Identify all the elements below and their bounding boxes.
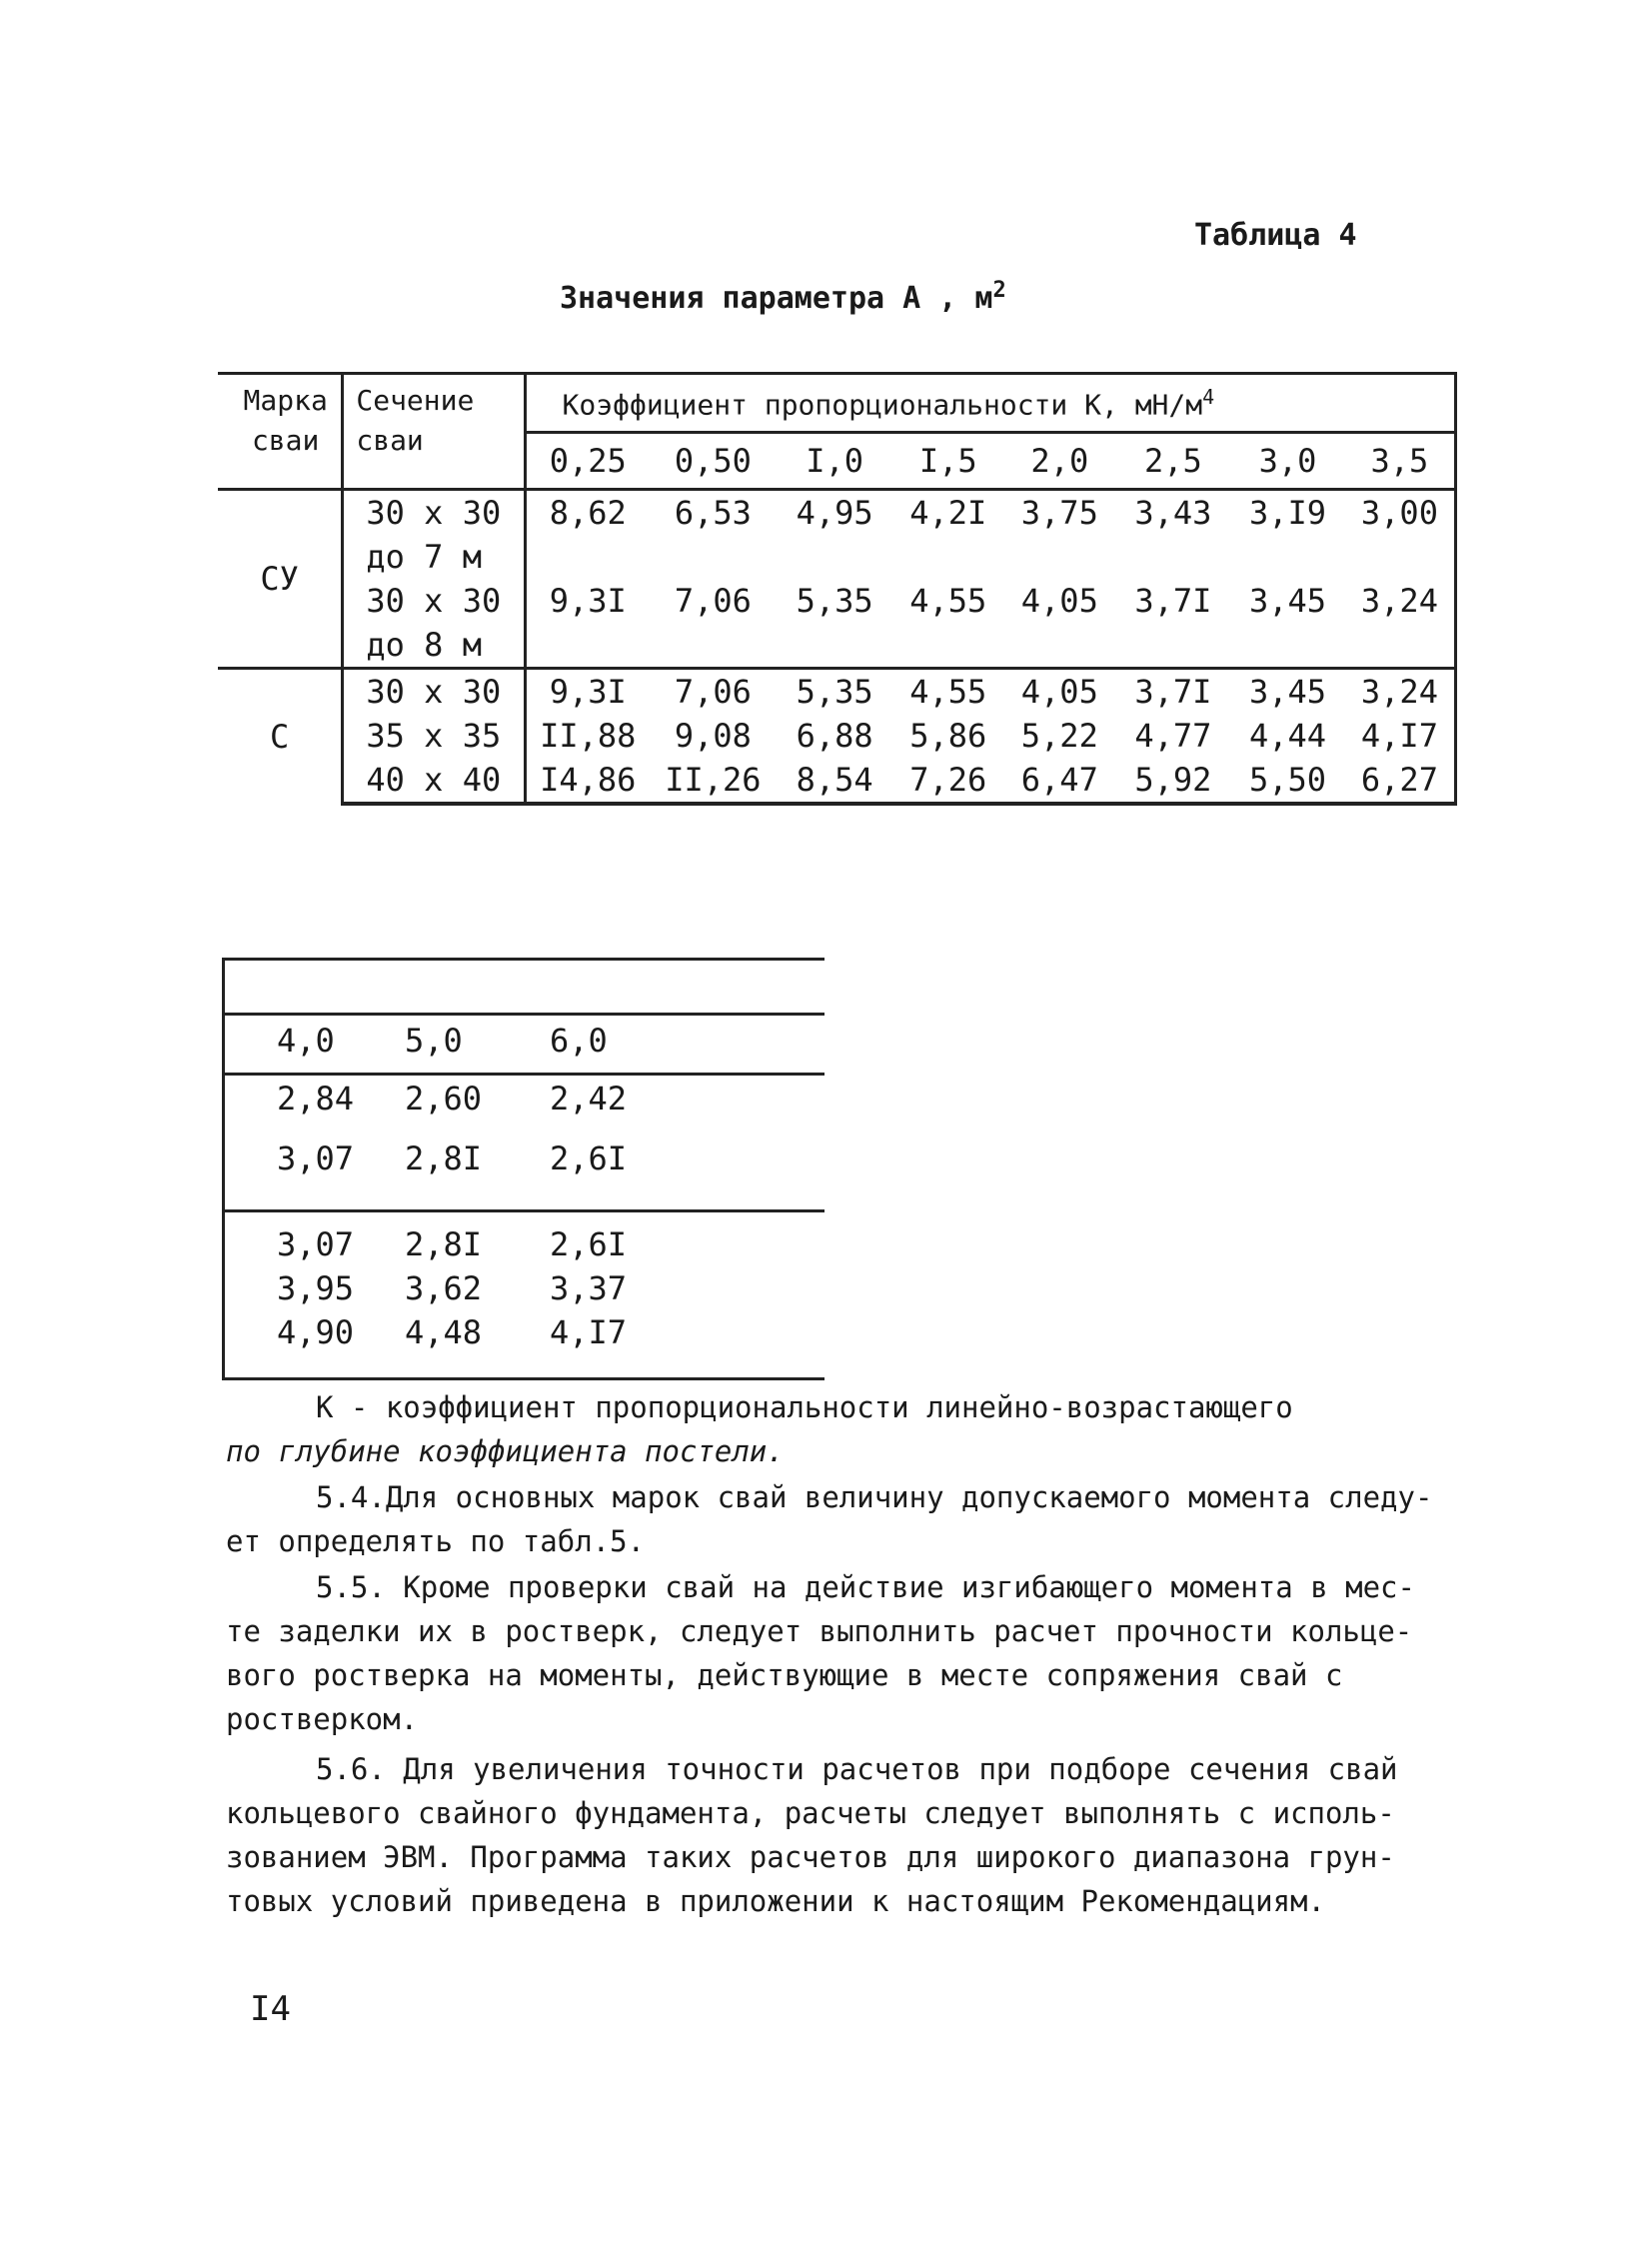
- value-cell: 4,44: [1249, 717, 1327, 755]
- caption-sup: 2: [992, 278, 1006, 303]
- value-cell: 4,I7: [1345, 714, 1456, 758]
- text-line: 5.6. Для увеличения точности расчетов при подборе сечения свай: [316, 1752, 1398, 1786]
- value-cell: II,88: [525, 714, 650, 758]
- header-coef-sup: 4: [1202, 384, 1215, 409]
- value-cell: 8,62: [525, 490, 650, 536]
- page-number: I4: [250, 1989, 291, 2029]
- text-line: ростверком.: [226, 1702, 419, 1736]
- value-cell: 2,60: [405, 1080, 483, 1118]
- value-cell: II,26: [650, 758, 777, 804]
- text-line: товых условий приведена в приложении к настоящим Рекомендациям.: [226, 1884, 1325, 1918]
- value-cell: 5,35: [777, 669, 893, 715]
- value-cell: 5,22: [1020, 717, 1098, 755]
- value-cell: 4,90: [277, 1313, 355, 1351]
- section-cell: до 7 м: [343, 535, 525, 579]
- value-cell: 4,55: [892, 669, 1003, 715]
- value-cell: 2,6I: [550, 1225, 628, 1263]
- value-cell: 6,47: [1003, 758, 1116, 804]
- table-row: [218, 535, 1456, 579]
- value-cell: 3,45: [1230, 669, 1345, 715]
- header-k-value: 2,0: [1003, 433, 1116, 490]
- table-row: [218, 490, 1456, 536]
- value-cell: 5,50: [1230, 758, 1345, 804]
- value-cell: 4,77: [1134, 717, 1212, 755]
- value-cell: 2,8I: [405, 1225, 483, 1263]
- table-number: Таблица 4: [1194, 218, 1357, 253]
- table-row: [218, 623, 1456, 669]
- table-row: [218, 579, 1456, 623]
- value-cell: 3,07: [277, 1225, 355, 1263]
- value-cell: 5,86: [909, 717, 987, 755]
- value-cell: 7,06: [674, 582, 752, 620]
- header-brand: Марка сваи: [218, 374, 343, 490]
- section-cell: 40 x 40: [343, 758, 525, 804]
- value-cell: 4,05: [1020, 582, 1098, 620]
- header-coef-text: Коэффициент пропорциональности K, мН/м: [562, 388, 1203, 422]
- value-cell: 2,6I: [550, 1139, 628, 1177]
- header-k-value: I,5: [892, 433, 1003, 490]
- value-cell: 3,I9: [1230, 490, 1345, 536]
- text-line: по глубине коэффициента постели.: [226, 1434, 785, 1468]
- brand-cell: С: [218, 669, 343, 805]
- paragraph-5-5: [226, 1565, 1465, 1741]
- divider: [225, 1209, 825, 1212]
- section-cell: 35 x 35: [343, 714, 525, 758]
- section-cell: 30 x 30: [343, 669, 525, 715]
- value-cell: 4,I7: [550, 1313, 628, 1351]
- table-caption: [560, 278, 1006, 316]
- value-cell: 7,06: [650, 669, 777, 715]
- paragraph-5-6: [226, 1747, 1465, 1923]
- value-cell: 3,00: [1345, 490, 1456, 536]
- text-line: ет определять по табл.5.: [226, 1524, 646, 1558]
- header-k-value: 0,50: [650, 433, 777, 490]
- value-cell: 4,2I: [892, 490, 1003, 536]
- continuation-table: [222, 958, 825, 1380]
- text-line: 5.4.Для основных марок свай величину допускаемого момента следу-: [316, 1480, 1433, 1514]
- value-cell: 3,95: [277, 1269, 355, 1307]
- section-cell: до 8 м: [343, 623, 525, 669]
- value-cell: 3,7I: [1134, 582, 1212, 620]
- header-coef: [525, 374, 1455, 433]
- parameter-table: [218, 372, 1457, 806]
- header-k-value: 3,0: [1230, 433, 1345, 490]
- value-cell: 3,75: [1003, 490, 1116, 536]
- table-row: [218, 714, 1456, 758]
- value-cell: 3,7I: [1116, 669, 1231, 715]
- header-k-value: 0,25: [525, 433, 650, 490]
- header-k-value: I,0: [777, 433, 893, 490]
- value-cell: 6,27: [1345, 758, 1456, 804]
- value-cell: 4,95: [777, 490, 893, 536]
- brand-cell: СУ: [218, 490, 343, 669]
- header-k-value: 3,5: [1345, 433, 1456, 490]
- value-cell: 2,8I: [405, 1139, 483, 1177]
- paragraph-5-4: [226, 1475, 1465, 1563]
- text-line: вого ростверка на моменты, действующие в месте сопряжения свай с: [226, 1658, 1343, 1692]
- text-line: K - коэффициент пропорциональности линейно-возрастающего: [316, 1390, 1293, 1424]
- value-cell: 6,53: [650, 490, 777, 536]
- value-cell: 9,3I: [525, 669, 650, 715]
- value-cell: I4,86: [525, 758, 650, 804]
- divider: [225, 1013, 825, 1016]
- table-row: [218, 669, 1456, 715]
- text-line: кольцевого свайного фундамента, расчеты следует выполнять с исполь-: [226, 1796, 1395, 1830]
- value-cell: 4,55: [909, 582, 987, 620]
- value-cell: 5,92: [1116, 758, 1231, 804]
- text-line: те заделки их в ростверк, следует выполнить расчет прочности кольце-: [226, 1614, 1413, 1648]
- section-cell: 30 x 30: [343, 579, 525, 623]
- text-line: 5.5. Кроме проверки свай на действие изгибающего момента в мес-: [316, 1570, 1415, 1604]
- value-cell: 9,3I: [525, 579, 650, 623]
- value-cell: 4,05: [1003, 669, 1116, 715]
- value-cell: 2,42: [550, 1080, 628, 1118]
- value-cell: 3,45: [1249, 582, 1327, 620]
- section-cell: 30 x 30: [343, 490, 525, 536]
- table-row: [218, 758, 1456, 804]
- text-line: зованием ЭВМ. Программа таких расчетов для широкого диапазона грун-: [226, 1840, 1395, 1874]
- divider: [225, 958, 825, 961]
- value-cell: 3,07: [277, 1139, 355, 1177]
- value-cell: 6,88: [796, 717, 873, 755]
- value-cell: 3,24: [1345, 669, 1456, 715]
- value-cell: 4,48: [405, 1313, 483, 1351]
- value-cell: 5,35: [796, 582, 873, 620]
- header-k-value: 2,5: [1116, 433, 1231, 490]
- divider: [225, 1073, 825, 1076]
- value-cell: 3,62: [405, 1269, 483, 1307]
- value-cell: 9,08: [674, 717, 752, 755]
- value-cell: 3,37: [550, 1269, 628, 1307]
- value-cell: 2,84: [277, 1080, 355, 1118]
- header-k-value: 4,0: [277, 1022, 335, 1060]
- header-k-value: 6,0: [550, 1022, 608, 1060]
- header-section: Сечение сваи: [343, 374, 525, 490]
- caption-text: Значения параметра A , м: [560, 281, 993, 316]
- value-cell: 7,26: [892, 758, 1003, 804]
- header-row-1: [218, 374, 1456, 433]
- value-cell: 3,43: [1116, 490, 1231, 536]
- value-cell: 3,24: [1345, 579, 1456, 623]
- value-cell: 8,54: [777, 758, 893, 804]
- header-k-value: 5,0: [405, 1022, 463, 1060]
- footnote-paragraph: [226, 1385, 1465, 1473]
